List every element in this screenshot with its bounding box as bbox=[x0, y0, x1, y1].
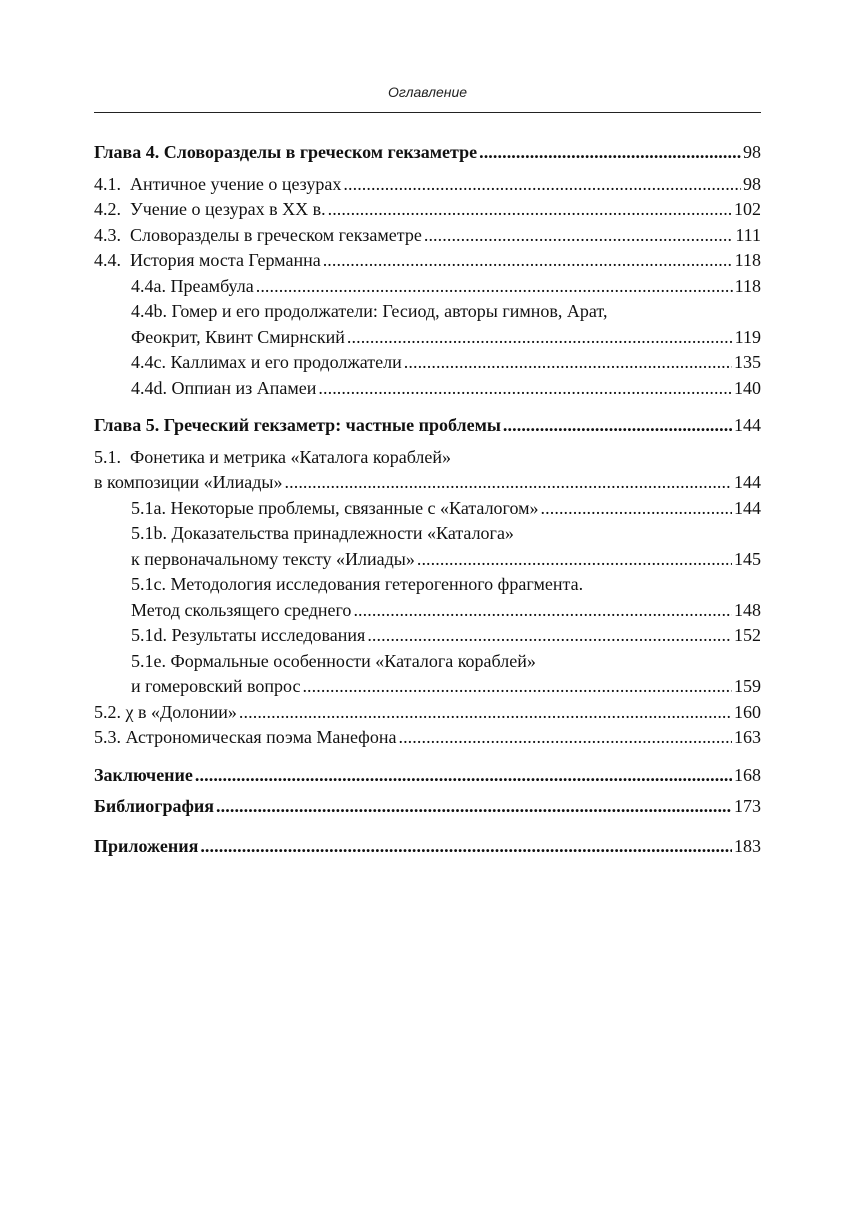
toc-page-number: 163 bbox=[734, 727, 761, 747]
dot-leader bbox=[195, 763, 732, 789]
toc-appendices[interactable] bbox=[94, 834, 761, 860]
toc-page-number: 118 bbox=[734, 250, 761, 270]
dot-leader bbox=[318, 376, 732, 402]
toc-section-5-1-line1[interactable]: 5.1. Фонетика и метрика «Каталога кораблей» bbox=[94, 446, 452, 467]
dot-leader bbox=[239, 700, 732, 726]
toc-title: Библиография bbox=[94, 796, 215, 816]
toc-title: к первоначальному тексту «Илиады» bbox=[131, 548, 415, 569]
dot-leader bbox=[323, 248, 733, 274]
toc-title: История моста Германна bbox=[130, 250, 321, 270]
dot-leader bbox=[256, 274, 733, 300]
running-head-title: Оглавление bbox=[387, 84, 468, 100]
toc-title: Глава 5. Греческий гекзаметр: частные проблемы bbox=[94, 415, 501, 435]
toc-title: Метод скользящего среднего bbox=[131, 599, 352, 620]
dot-leader bbox=[302, 674, 732, 700]
toc-title: в композиции «Илиады» bbox=[94, 472, 283, 492]
toc-section-number: 4.1. bbox=[94, 173, 121, 194]
toc-page-number: 111 bbox=[735, 224, 761, 245]
toc-section-4-4[interactable] bbox=[94, 248, 761, 274]
toc-section-5-3[interactable] bbox=[94, 725, 761, 751]
toc-title: Заключение bbox=[94, 764, 193, 785]
toc-subsection-5-1b[interactable] bbox=[94, 547, 761, 573]
dot-leader bbox=[479, 140, 741, 166]
toc-page-number: 135 bbox=[734, 352, 761, 372]
toc-page-number: 118 bbox=[734, 275, 761, 296]
dot-leader bbox=[216, 794, 732, 820]
toc-title: Словоразделы в греческом гекзаметре bbox=[130, 224, 422, 245]
toc-title: Античное учение о цезурах bbox=[130, 173, 342, 194]
toc-subsection-4-4a[interactable] bbox=[94, 274, 761, 300]
toc-section-number: 4.2. bbox=[94, 199, 121, 219]
toc-page-number: 102 bbox=[734, 199, 761, 219]
toc-page-number: 144 bbox=[734, 415, 761, 435]
toc-subsection-5-1b-line1[interactable]: 5.1b. Доказательства принадлежности «Каталога» bbox=[131, 523, 514, 543]
toc-subsection-5-1c[interactable] bbox=[94, 598, 761, 624]
toc-page-number: 98 bbox=[743, 142, 761, 162]
toc-subsection-5-1a[interactable] bbox=[94, 496, 761, 522]
toc-subsection-5-1c-line1[interactable]: 5.1c. Методология исследования гетерогенного фрагмента. bbox=[131, 574, 584, 594]
dot-leader bbox=[353, 598, 732, 624]
toc-title: и гомеровский вопрос bbox=[131, 676, 301, 696]
toc-section-4-1[interactable] bbox=[94, 172, 761, 198]
toc-title: 5.3. Астрономическая поэма Манефона bbox=[94, 727, 397, 747]
toc-title: 5.2. χ в «Долонии» bbox=[94, 701, 237, 722]
toc-page-number: 152 bbox=[734, 625, 761, 645]
dot-leader bbox=[343, 172, 741, 198]
toc-title: 5.1a. Некоторые проблемы, связанные с «Каталогом» bbox=[131, 497, 539, 518]
dot-leader bbox=[200, 834, 732, 860]
dot-leader bbox=[367, 623, 732, 649]
toc-title: 5.1d. Результаты исследования bbox=[131, 625, 366, 645]
dot-leader bbox=[398, 725, 732, 751]
toc-page-number: 183 bbox=[734, 835, 761, 856]
dot-leader bbox=[417, 547, 732, 573]
dot-leader bbox=[328, 197, 732, 223]
toc-title: 4.4a. Преамбула bbox=[131, 275, 254, 296]
toc-bibliography[interactable] bbox=[94, 794, 761, 820]
header-rule bbox=[94, 112, 761, 113]
toc-subsection-5-1e-line1[interactable]: 5.1e. Формальные особенности «Каталога кораблей» bbox=[131, 650, 536, 671]
dot-leader bbox=[285, 470, 732, 496]
toc-chapter-4[interactable] bbox=[94, 140, 761, 166]
toc-page-number: 173 bbox=[734, 796, 761, 816]
toc-page-number: 159 bbox=[734, 676, 761, 696]
toc-subsection-5-1e[interactable] bbox=[94, 674, 761, 700]
toc-page-number: 98 bbox=[743, 173, 761, 194]
toc-subsection-5-1d[interactable] bbox=[94, 623, 761, 649]
toc-chapter-5[interactable] bbox=[94, 413, 761, 439]
toc-page-number: 148 bbox=[734, 599, 761, 620]
dot-leader bbox=[404, 350, 732, 376]
toc-page-number: 160 bbox=[734, 701, 761, 722]
table-of-contents bbox=[94, 140, 761, 859]
toc-page-number: 145 bbox=[734, 548, 761, 569]
dot-leader bbox=[424, 223, 733, 249]
toc-subsection-4-4b-line1[interactable]: 4.4b. Гомер и его продолжатели: Гесиод, авторы гимнов, Арат, bbox=[131, 301, 608, 321]
toc-subsection-4-4c[interactable] bbox=[94, 350, 761, 376]
toc-title: Феокрит, Квинт Смирнский bbox=[131, 326, 345, 347]
toc-section-4-2[interactable] bbox=[94, 197, 761, 223]
dot-leader bbox=[503, 413, 732, 439]
toc-title: Приложения bbox=[94, 835, 199, 856]
toc-page-number: 144 bbox=[734, 497, 761, 518]
toc-title: 4.4d. Оппиан из Апамеи bbox=[131, 377, 317, 398]
toc-section-number: 4.3. bbox=[94, 224, 121, 245]
toc-title: 4.4c. Каллимах и его продолжатели bbox=[131, 352, 402, 372]
toc-subsection-4-4b[interactable] bbox=[94, 325, 761, 351]
toc-page-number: 140 bbox=[734, 377, 761, 398]
toc-section-5-1[interactable] bbox=[94, 470, 761, 496]
toc-title: Учение о цезурах в XX в. bbox=[130, 199, 326, 219]
toc-page-number: 144 bbox=[734, 472, 761, 492]
toc-section-number: 4.4. bbox=[94, 250, 121, 270]
toc-section-5-2[interactable] bbox=[94, 700, 761, 726]
toc-conclusion[interactable] bbox=[94, 763, 761, 789]
dot-leader bbox=[541, 496, 732, 522]
toc-section-4-3[interactable] bbox=[94, 223, 761, 249]
toc-page-number: 119 bbox=[734, 326, 761, 347]
toc-subsection-4-4d[interactable] bbox=[94, 376, 761, 402]
toc-title: Глава 4. Словоразделы в греческом гекзаметре bbox=[94, 142, 478, 162]
dot-leader bbox=[347, 325, 733, 351]
toc-page-number: 168 bbox=[734, 764, 761, 785]
